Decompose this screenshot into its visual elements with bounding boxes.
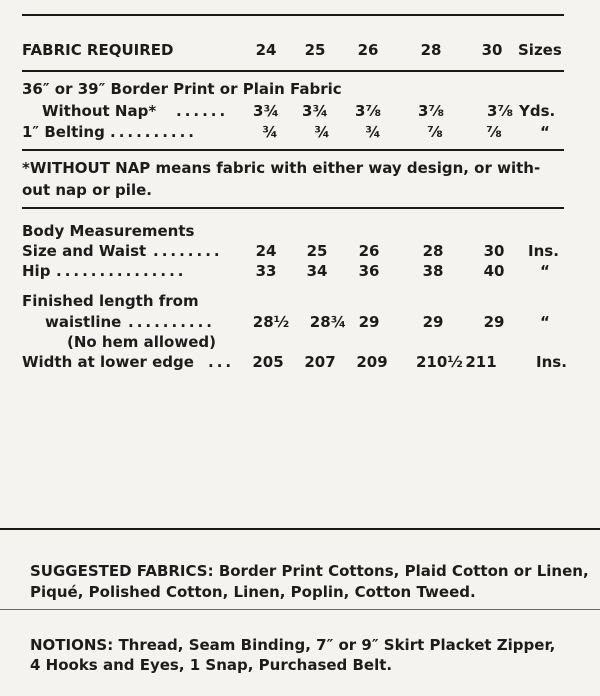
section-rule-2	[0, 609, 600, 610]
without-nap-note-line1: *WITHOUT NAP means fabric with either way design, or with-	[22, 159, 541, 177]
suggested-fabrics-line1: SUGGESTED FABRICS: Border Print Cottons, Plaid Cotton or Linen,	[30, 562, 589, 580]
waistline-label: waistline	[45, 313, 122, 331]
hip-26: 36	[358, 262, 380, 280]
size-col-24: 24	[255, 41, 277, 59]
hip-label: Hip	[22, 262, 51, 280]
finished-length-line1: Finished length from	[22, 292, 199, 310]
belting-label: 1″ Belting	[22, 123, 105, 141]
hip-unit: “	[540, 262, 550, 280]
without-nap-note-line2: out nap or pile.	[22, 181, 152, 199]
belting-24: ¾	[262, 123, 278, 141]
sizes-label: Sizes	[518, 41, 562, 59]
belting-28: ⅞	[427, 123, 443, 141]
hip-28: 38	[422, 262, 444, 280]
finished-28: 29	[422, 313, 444, 331]
size-col-26: 26	[357, 41, 379, 59]
note-rule	[22, 207, 564, 209]
width-30: 211	[465, 353, 497, 371]
size-waist-dots: ........	[153, 242, 223, 260]
width-25: 207	[304, 353, 336, 371]
fabric-rule	[22, 149, 564, 151]
belting-dots: ..........	[110, 123, 197, 141]
header-rule	[22, 70, 564, 72]
finished-unit: “	[540, 313, 550, 331]
width-lower-edge-label: Width at lower edge	[22, 353, 194, 371]
finished-26: 29	[358, 313, 380, 331]
size-col-30: 30	[481, 41, 503, 59]
width-26: 209	[356, 353, 388, 371]
finished-25: 28¾	[309, 313, 347, 331]
size-waist-30: 30	[483, 242, 505, 260]
without-nap-dots: ......	[176, 102, 229, 120]
finished-24: 28½	[252, 313, 290, 331]
without-nap-25: 3¾	[302, 102, 328, 120]
width-24: 205	[252, 353, 284, 371]
without-nap-unit: Yds.	[519, 102, 556, 120]
notions-line2: 4 Hooks and Eyes, 1 Snap, Purchased Belt.	[30, 656, 393, 674]
hip-30: 40	[483, 262, 505, 280]
section-rule-1	[0, 528, 600, 530]
belting-26: ¾	[365, 123, 381, 141]
without-nap-24: 3¾	[253, 102, 279, 120]
size-waist-26: 26	[358, 242, 380, 260]
fabric-required-heading: FABRIC REQUIRED	[22, 41, 174, 59]
waistline-dots: ..........	[128, 313, 215, 331]
without-nap-26: 3⅞	[355, 102, 381, 120]
without-nap-28: 3⅞	[418, 102, 444, 120]
without-nap-30: 3⅞	[487, 102, 513, 120]
body-measurements-heading: Body Measurements	[22, 222, 195, 240]
belting-30: ⅞	[486, 123, 502, 141]
size-waist-label: Size and Waist	[22, 242, 147, 260]
width-lower-edge-dots: ...	[208, 353, 235, 371]
top-rule	[22, 14, 564, 16]
size-waist-28: 28	[422, 242, 444, 260]
notions-line1: NOTIONS: Thread, Seam Binding, 7″ or 9″ Skirt Placket Zipper,	[30, 636, 556, 654]
size-waist-25: 25	[306, 242, 328, 260]
finished-30: 29	[483, 313, 505, 331]
no-hem-note: (No hem allowed)	[67, 333, 216, 351]
size-col-25: 25	[304, 41, 326, 59]
belting-25: ¾	[314, 123, 330, 141]
fabric-line1: 36″ or 39″ Border Print or Plain Fabric	[22, 80, 342, 98]
hip-25: 34	[306, 262, 328, 280]
suggested-fabrics-line2: Piqué, Polished Cotton, Linen, Poplin, Cotton Tweed.	[30, 583, 476, 601]
belting-unit: “	[540, 123, 550, 141]
hip-dots: ...............	[56, 262, 187, 280]
hip-24: 33	[255, 262, 277, 280]
without-nap-label: Without Nap*	[42, 102, 157, 120]
size-waist-24: 24	[255, 242, 277, 260]
size-col-28: 28	[420, 41, 442, 59]
size-waist-unit: Ins.	[528, 242, 559, 260]
width-unit: Ins.	[536, 353, 567, 371]
width-28: 210½	[416, 353, 463, 371]
